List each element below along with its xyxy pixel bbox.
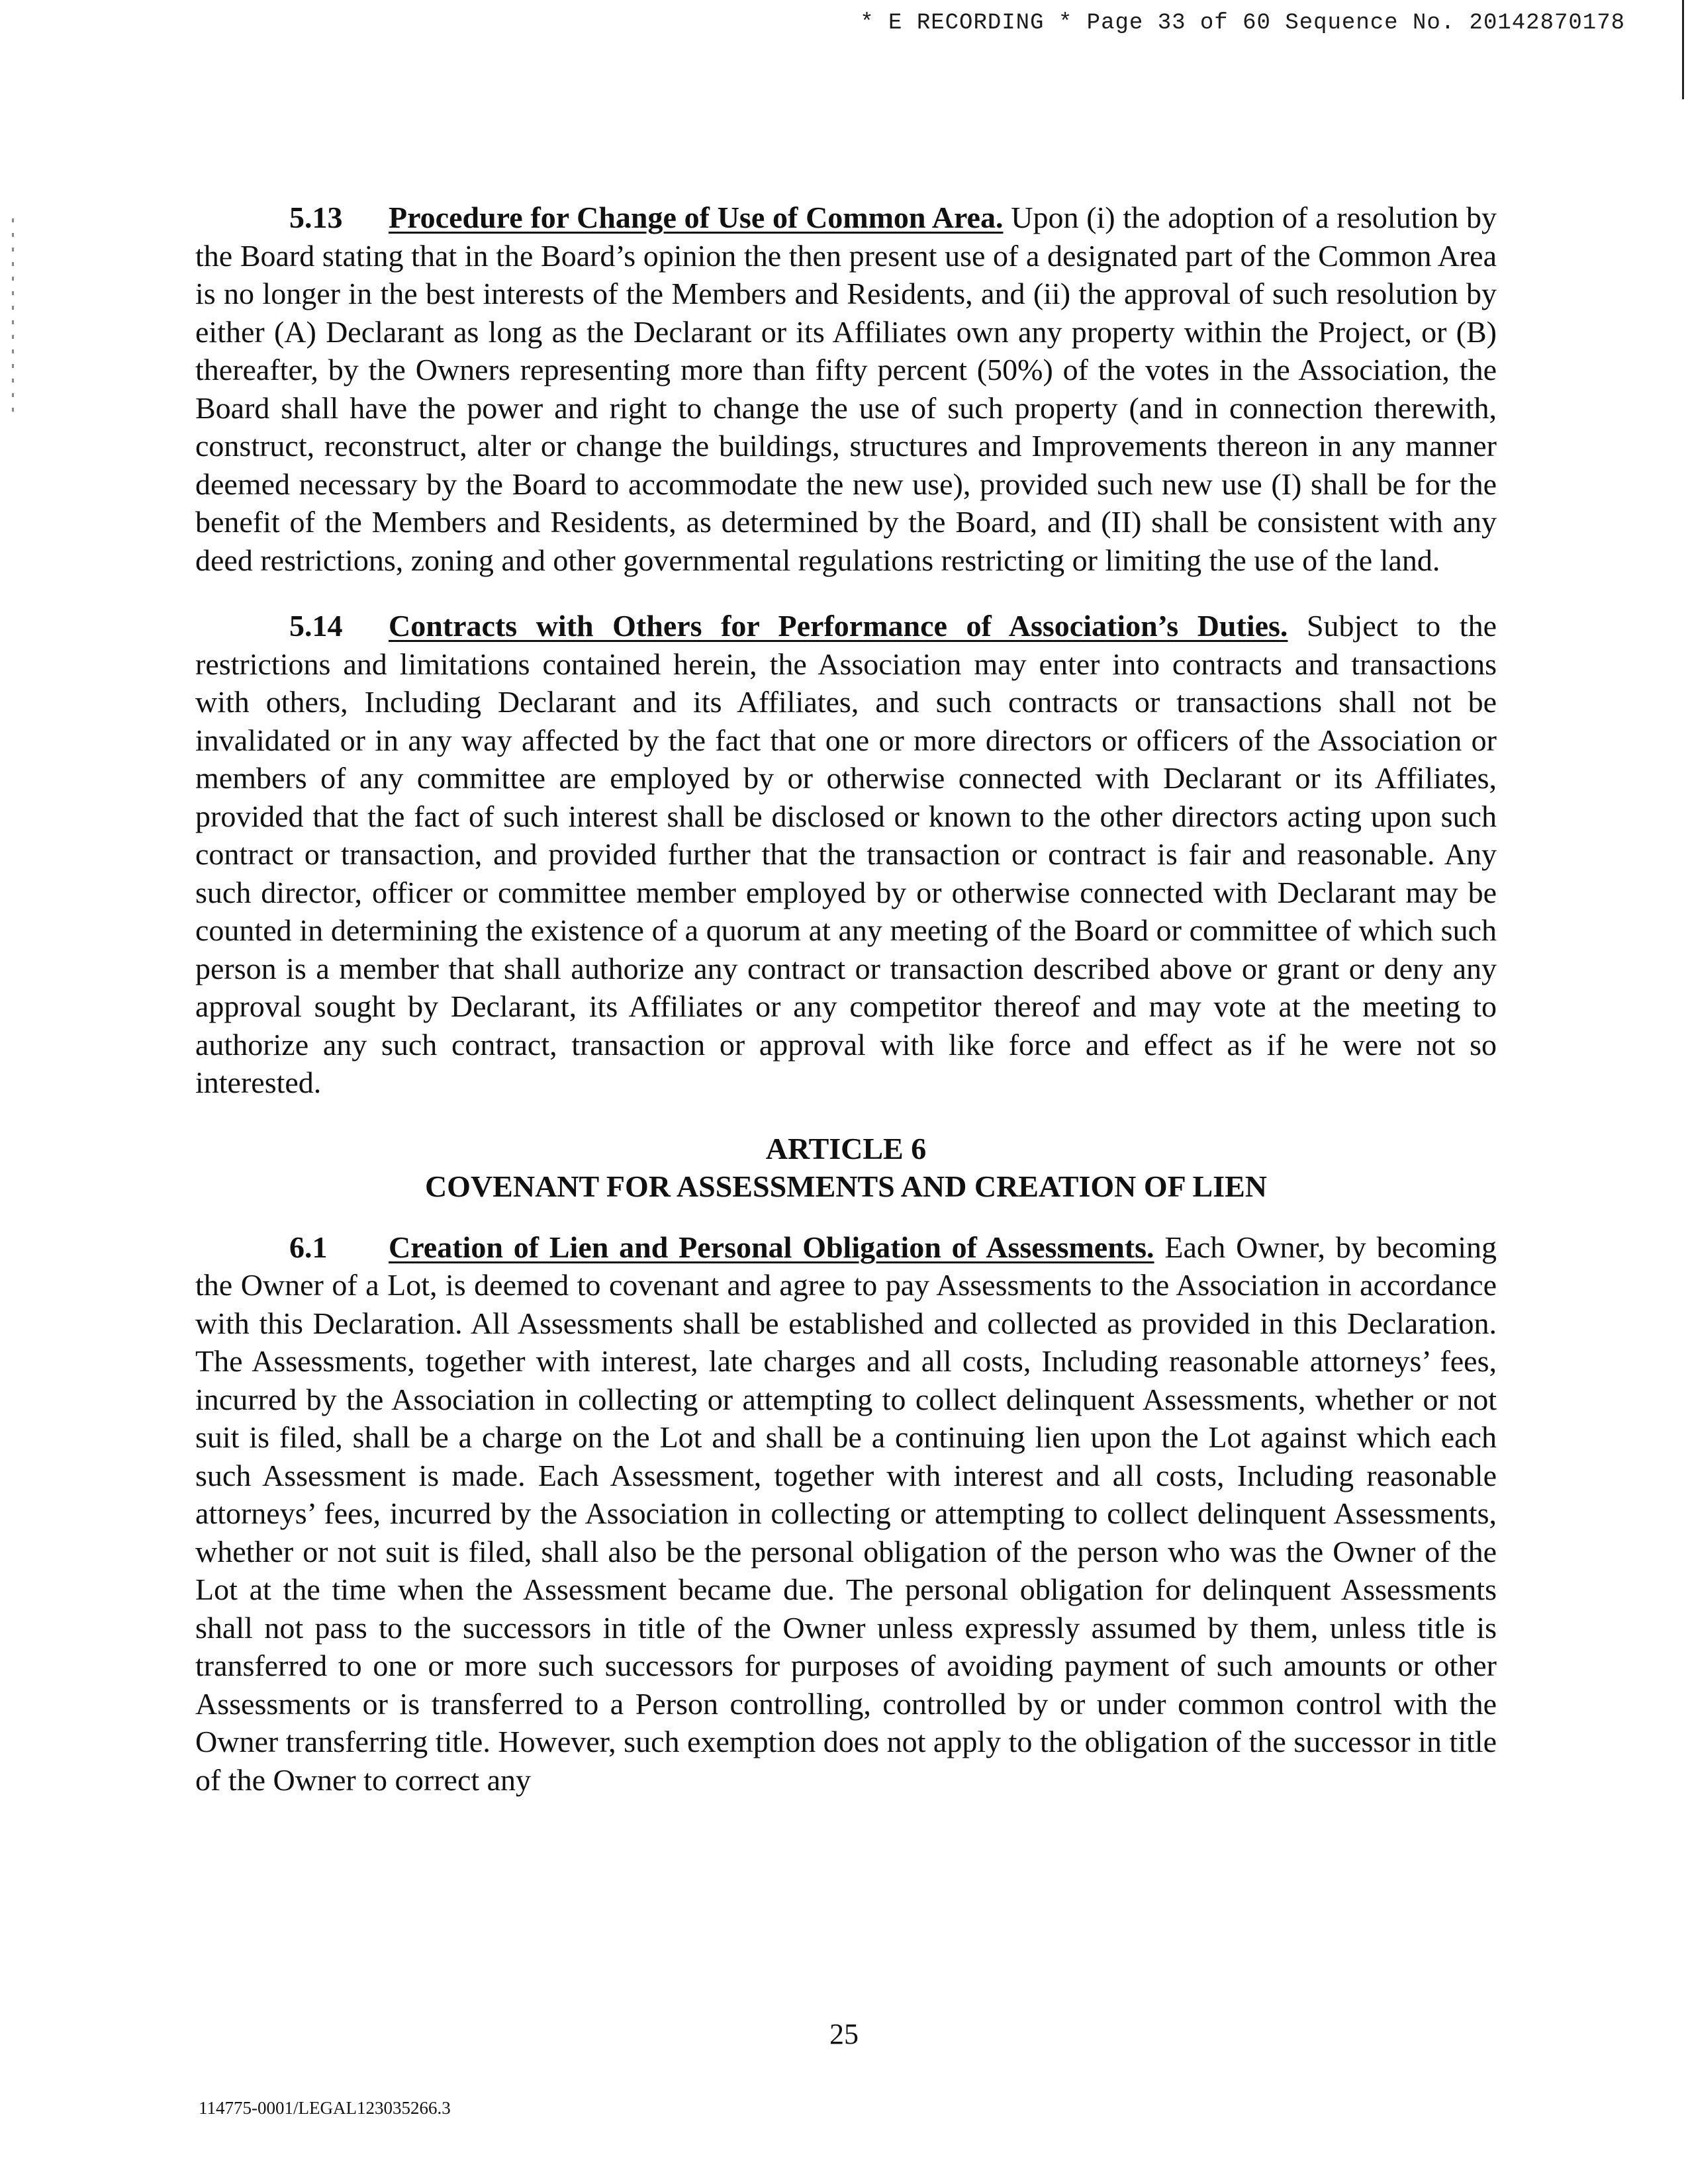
scan-margin-ticks bbox=[12, 218, 14, 417]
section-number: 6.1 bbox=[289, 1230, 328, 1264]
scan-edge-mark bbox=[1682, 0, 1684, 99]
section-title: Creation of Lien and Personal Obligation of Assessments. bbox=[389, 1230, 1154, 1264]
section-number: 5.13 bbox=[289, 201, 343, 234]
section-5-14 bbox=[195, 607, 1497, 1102]
section-title: Contracts with Others for Performance of Association’s Duties. bbox=[389, 609, 1288, 643]
section-number: 5.14 bbox=[289, 609, 343, 643]
recording-header: * E RECORDING * Page 33 of 60 Sequence No. 20142870178 bbox=[860, 11, 1625, 36]
section-text: Upon (i) the adoption of a resolution by the Board stating that in the Board’s opinion the then present use of a designated part of the Common Area is no longer in the best interests of the Members and Residents, and (ii) the approval of such resolution by either (A) Declarant as long as the Declarant or its Affiliates own any property within the Project, or (B) thereafter, by the Owners representing more than fifty percent (50%) of the votes in the Association, the Board shall have the power and right to change the use of such property (and in connection therewith, construct, reconstruct, alter or change the buildings, structures and Improvements thereon in any manner deemed necessary by the Board to accommodate the new use), provided such new use (I) shall be for the benefit of the Members and Residents, as determined by the Board, and (II) shall be consistent with any deed restrictions, zoning and other governmental regulations restricting or limiting the use of the land. bbox=[195, 201, 1497, 577]
section-text: Each Owner, by becoming the Owner of a Lot, is deemed to covenant and agree to pay Assessments to the Association in accordance with this Declaration. All Assessments shall be established and collected as provided in this Declaration. The Assessments, together with interest, late charges and all costs, Including reasonable attorneys’ fees, incurred by the Association in collecting or attempting to collect delinquent Assessments, whether or not suit is filed, shall be a charge on the Lot and shall be a continuing lien upon the Lot against which each such Assessment is made. Each Assessment, together with interest and all costs, Including reasonable attorneys’ fees, incurred by the Association in collecting or attempting to collect delinquent Assessments, whether or not suit is filed, shall also be the personal obligation of the person who was the Owner of the Lot at the time when the Assessment became due. The personal obligation for delinquent Assessments shall not pass to the successors in title of the Owner unless expressly assumed by them, unless title is transferred to one or more such successors for purposes of avoiding payment of such amounts or other Assessments or is transferred to a Person controlling, controlled by or under common control with the Owner transferring title. However, such exemption does not apply to the obligation of the successor in title of the Owner to correct any bbox=[195, 1230, 1497, 1797]
page-number: 25 bbox=[829, 2018, 859, 2050]
section-6-1 bbox=[195, 1228, 1497, 1799]
article-label: ARTICLE 6 bbox=[765, 1131, 927, 1165]
document-body bbox=[195, 199, 1497, 1827]
document-id: 114775-0001/LEGAL123035266.3 bbox=[199, 2098, 451, 2118]
section-title: Procedure for Change of Use of Common Area. bbox=[389, 201, 1004, 234]
article-title: COVENANT FOR ASSESSMENTS AND CREATION OF LIEN bbox=[424, 1169, 1268, 1203]
section-text: Subject to the restrictions and limitations contained herein, the Association may enter into contracts and transactions with others, Including Declarant and its Affiliates, and such contracts or transactions shall not be invalidated or in any way affected by the fact that one or more directors or officers of the Association or members of any committee are employed by or otherwise connected with Declarant or its Affiliates, provided that the fact of such interest shall be disclosed or known to the other directors acting upon such contract or transaction, and provided further that the transaction or contract is fair and reasonable. Any such director, officer or committee member employed by or otherwise connected with Declarant may be counted in determining the existence of a quorum at any meeting of the Board or committee of which such person is a member that shall authorize any contract or transaction described above or grant or deny any approval sought by Declarant, its Affiliates or any competitor thereof and may vote at the meeting to authorize any such contract, transaction or approval with like force and effect as if he were not so interested. bbox=[195, 609, 1497, 1099]
section-5-13 bbox=[195, 199, 1497, 579]
article-heading bbox=[195, 1130, 1497, 1206]
